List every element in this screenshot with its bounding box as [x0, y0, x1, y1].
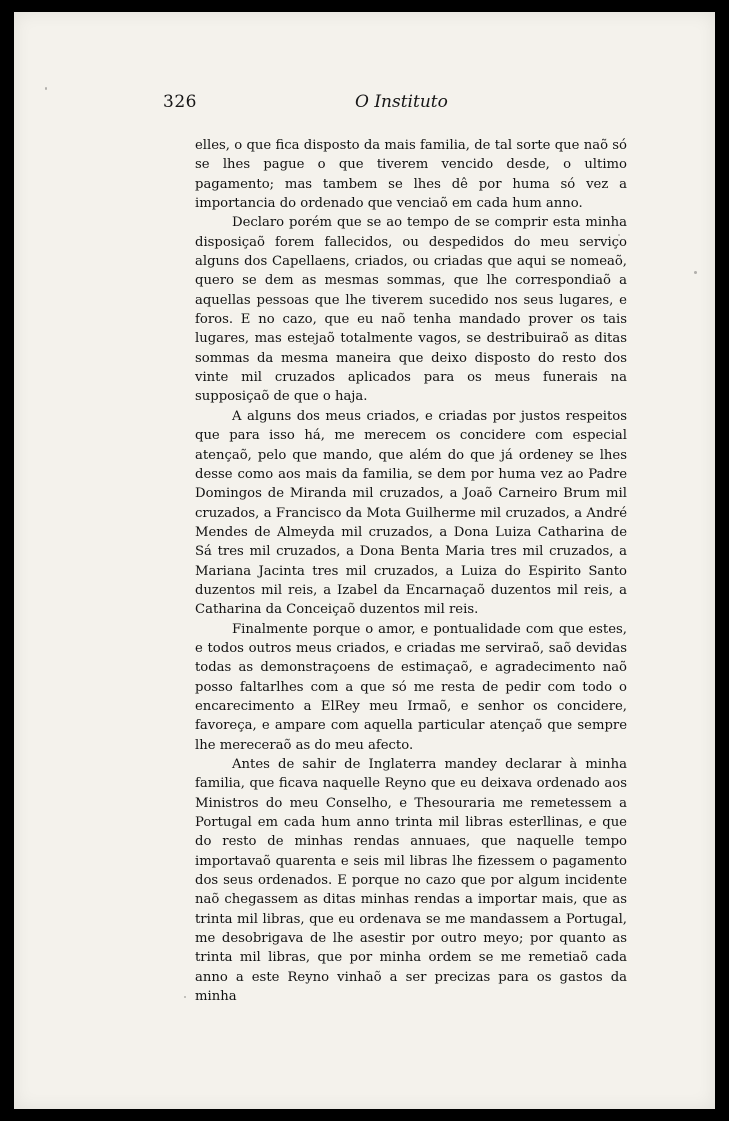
- paragraph-4: Finalmente porque o amor, e pontualidade com que estes, e todos outros meus criados, e criadas me serviraõ, saõ devidas todas as demonstraçoens de estimaçaõ, e agradecimento naõ posso faltarlhes com a que só me resta de pedir com todo o encarecimento a ElRey meu Irmaõ, e senhor os concidere, favoreça, e ampare com aquella particular atençaõ que sempre lhe mereceraõ as do meu afecto.: [195, 621, 627, 753]
- body-text: [195, 136, 627, 1006]
- paragraph-5: Antes de sahir de Inglaterra mandey declarar à minha familia, que ficava naquelle Reyno que eu deixava ordenado aos Ministros do meu Conselho, e Thesouraria me remetessem a Portugal em cada hum anno trinta mil libras esterllinas, e que do resto de minhas rendas annuaes, que naquelle tempo importavaõ quarenta e seis mil libras lhe fizessem o pagamento dos seus ordenados. E porque no cazo que por algum incidente naõ chegassem as ditas minhas rendas a importar mais, que as trinta mil libras, que eu ordenava se me mandassem a Portugal, me desobrigava de lhe asestir por outro meyo; por quanto as trinta mil libras, que por minha ordem se me remetiaõ cada anno a este Reyno vinhaõ a ser precizas para os gastos da minha: [195, 757, 627, 1005]
- paper-speck: [618, 234, 620, 236]
- paragraph-1: elles, o que fica disposto da mais familia, de tal sorte que naõ só se lhes pague o que tiverem vencido desde, o ultimo pagamento; mas tambem se lhes dê por huma só vez a importancia do ordenado que venciaõ em cada hum anno.: [195, 138, 627, 212]
- paragraph-3: A alguns dos meus criados, e criadas por justos respeitos que para isso há, me merecem os concidere com especial atençaõ, pelo que mando, que além do que já ordeney se lhes desse como aos mais da familia, se dem por huma vez ao Padre Domingos de Miranda mil cruzados, a Joaõ Carneiro Brum mil cruzados, a Francisco da Mota Guilherme mil cruzados, a André Mendes de Almeyda mil cruzados, a Dona Luiza Catharina de Sá tres mil cruzados, a Dona Benta Maria tres mil cruzados, a Mariana Jacinta tres mil cruzados, a Luiza do Espirito Santo duzentos mil reis, a Izabel da Encarnaçaõ duzentos mil reis, a Catharina da Conceiçaõ duzentos mil reis.: [195, 408, 627, 618]
- paper-speck: [694, 271, 697, 274]
- paper-speck: [45, 87, 47, 90]
- paper-speck: [184, 996, 186, 998]
- paragraph-2: Declaro porém que se ao tempo de se comprir esta minha disposiçaõ forem fallecidos, ou despedidos do meu serviço alguns dos Capellaens, criados, ou criadas que aqui se nomeaõ, quero se dem as mesmas sommas, que lhe correspondiaõ a aquellas pessoas que lhe tiverem sucedido nos seus lugares, e foros. E no cazo, que eu naõ tenha mandado prover os tais lugares, mas estejaõ totalmente vagos, se destribuiraõ as ditas sommas da mesma maneira que deixo disposto do resto dos vinte mil cruzados aplicados para os meus funerais na supposiçaõ de que o haja.: [195, 215, 627, 405]
- book-page: [14, 12, 715, 1109]
- page-header: [14, 92, 715, 118]
- running-title: O Instituto: [355, 92, 448, 112]
- page-number: 326: [163, 92, 197, 112]
